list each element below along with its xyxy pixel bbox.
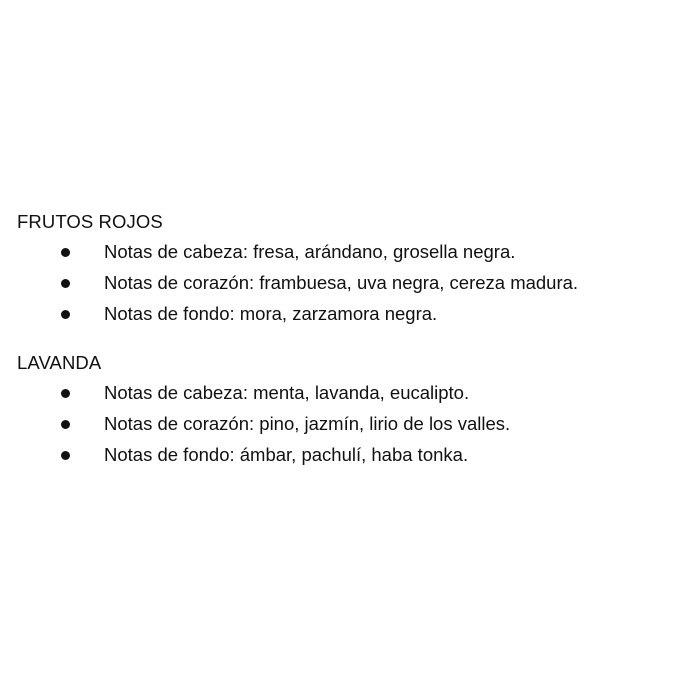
note-text: Notas de fondo: ámbar, pachulí, haba tonka.: [104, 444, 469, 465]
bullet-icon: [61, 279, 70, 288]
note-text: Notas de corazón: pino, jazmín, lirio de los valles.: [104, 413, 511, 434]
note-item: [17, 439, 687, 470]
note-item: [17, 377, 687, 408]
bullet-icon: [61, 451, 70, 460]
note-item: [17, 408, 687, 439]
note-text: Notas de cabeza: menta, lavanda, eucalipto.: [104, 382, 470, 403]
note-item: [17, 298, 687, 329]
bullet-icon: [61, 248, 70, 257]
note-item: [17, 267, 687, 298]
section-lavanda: [17, 349, 687, 470]
note-item: [17, 236, 687, 267]
note-text: Notas de fondo: mora, zarzamora negra.: [104, 303, 438, 324]
notes-list: [17, 236, 687, 329]
note-text: Notas de cabeza: fresa, arándano, grosella negra.: [104, 241, 516, 262]
section-heading: LAVANDA: [17, 352, 102, 373]
bullet-icon: [61, 310, 70, 319]
bullet-icon: [61, 420, 70, 429]
notes-list: [17, 377, 687, 470]
bullet-icon: [61, 389, 70, 398]
document-body: [17, 208, 687, 470]
note-text: Notas de corazón: frambuesa, uva negra, cereza madura.: [104, 272, 579, 293]
section-heading: FRUTOS ROJOS: [17, 211, 163, 232]
section-frutos-rojos: [17, 208, 687, 329]
